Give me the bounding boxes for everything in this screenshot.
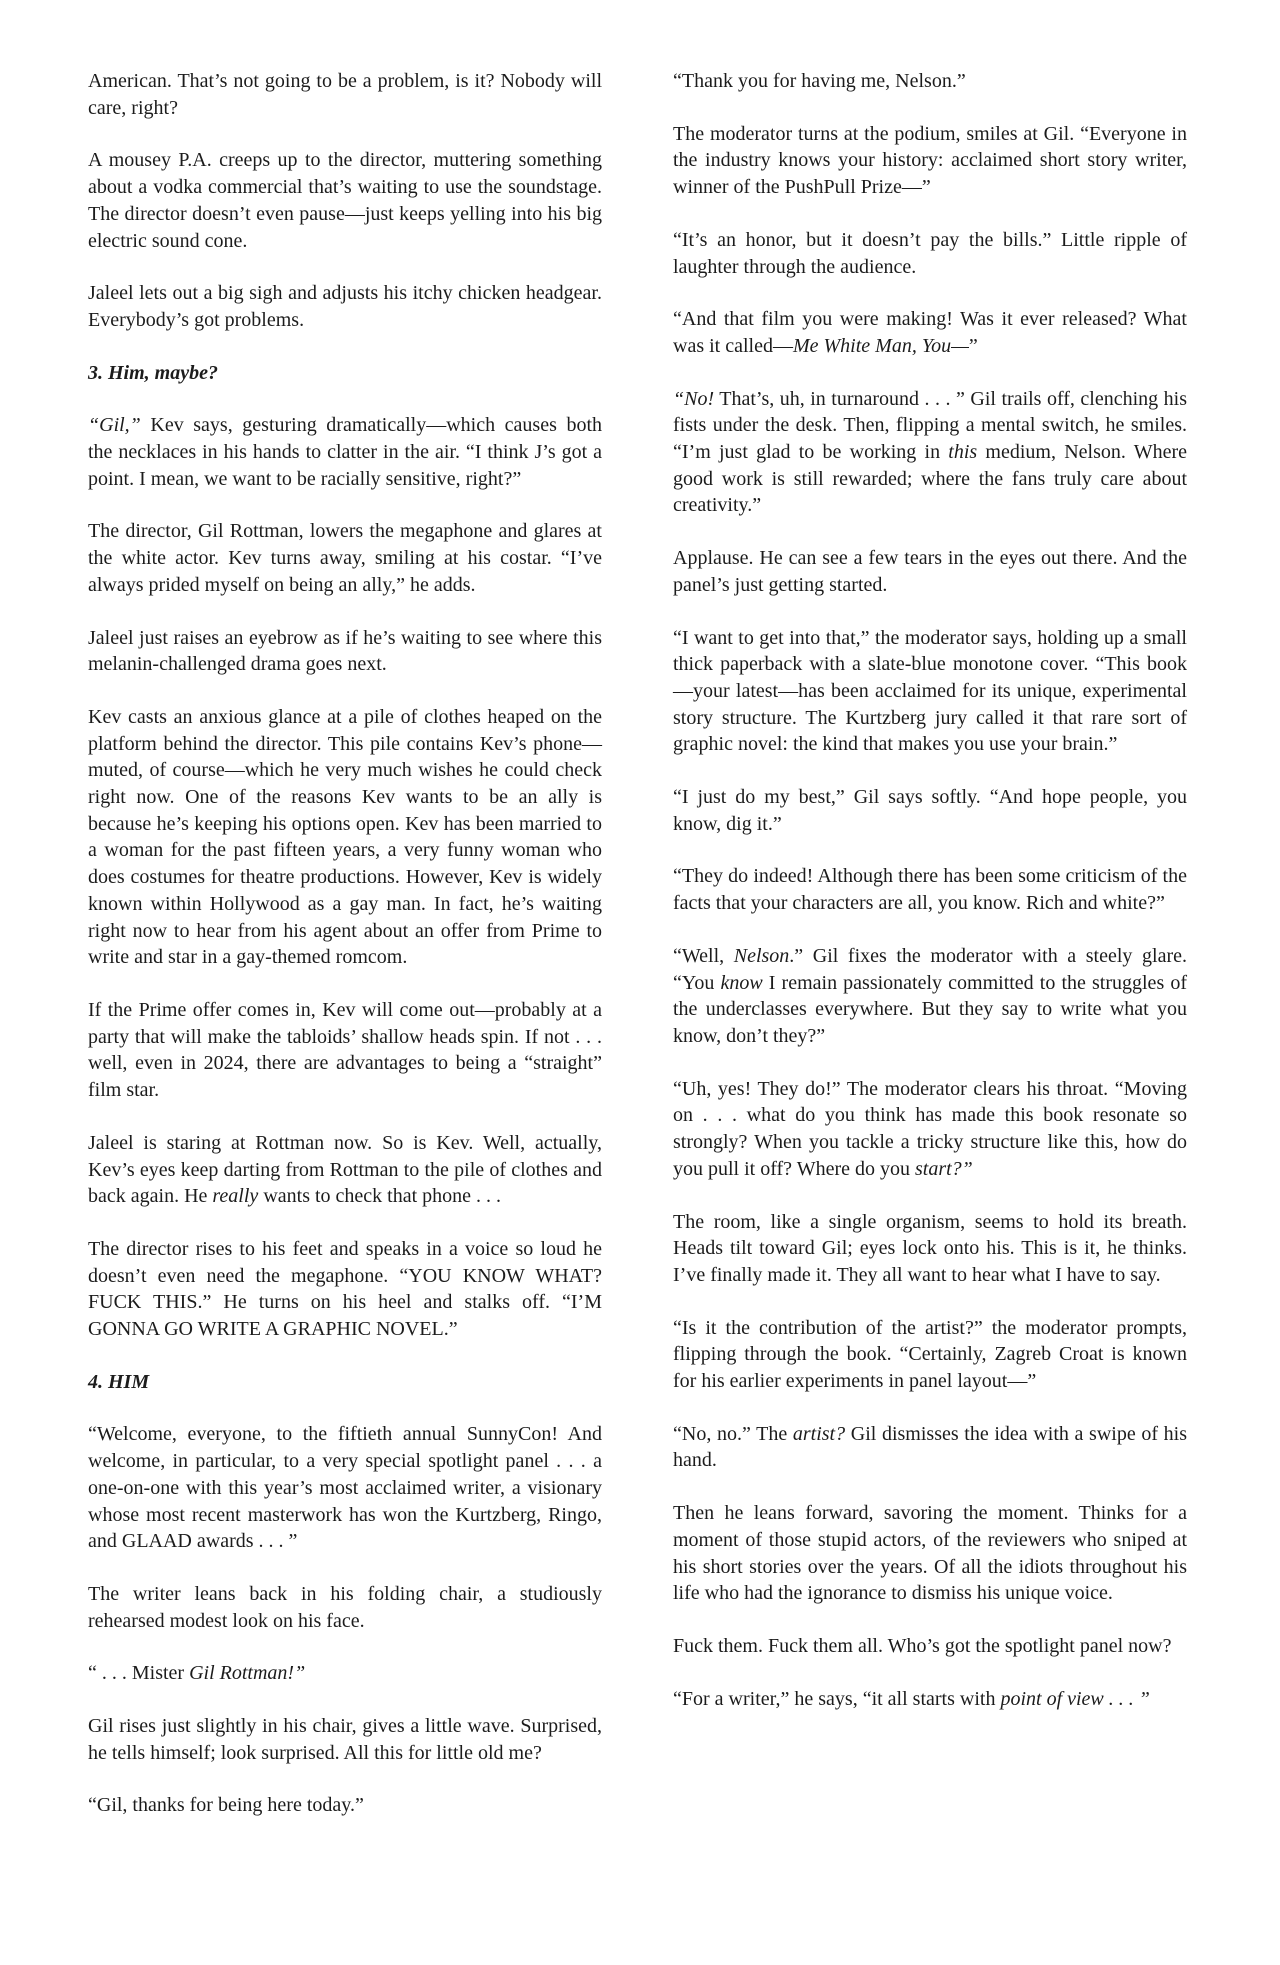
- paragraph: The writer leans back in his folding chair, a studiously rehearsed modest look on his face.: [88, 1582, 602, 1632]
- paragraph: “Welcome, everyone, to the fiftieth annual SunnyCon! And welcome, in particular, to a very special spotlight panel . . . a one-on-one with this year’s most acclaimed writer, a visionary whose most recent masterwork has won the Kurtzberg, Ringo, and GLAAD awards . . . ”: [88, 1423, 602, 1553]
- paragraph: “I just do my best,” Gil says softly. “And hope people, you know, dig it.”: [673, 786, 1187, 835]
- paragraph: “No, no.” The artist? Gil dismisses the idea with a swipe of his hand.: [673, 1422, 1187, 1472]
- paragraph: “Uh, yes! They do!” The moderator clears his throat. “Moving on . . . what do you think has made this book resonate so strongly? When you tackle a tricky structure like this, how do you pull it off? Where do you start?”: [673, 1077, 1187, 1180]
- paragraph: The moderator turns at the podium, smiles at Gil. “Everyone in the industry knows your history: acclaimed short story writer, winner of the PushPull Prize—”: [673, 122, 1187, 199]
- section-heading-3: 3. Him, maybe?: [88, 361, 218, 384]
- paragraph: If the Prime offer comes in, Kev will come out—probably at a party that will make the tabloids’ shallow heads spin. If not . . . well, even in 2024, there are advantages to being a “straight” film star.: [88, 998, 602, 1102]
- paragraph: The room, like a single organism, seems to hold its breath. Heads tilt toward Gil; eyes lock onto his. This is it, he thinks. I’ve finally made it. They all want to hear what I have to say.: [673, 1210, 1187, 1286]
- paragraph: “Thank you for having me, Nelson.”: [673, 70, 966, 92]
- paragraph: “It’s an honor, but it doesn’t pay the bills.” Little ripple of laughter through the audience.: [673, 228, 1187, 278]
- paragraph: The director rises to his feet and speaks in a voice so loud he doesn’t even need the megaphone. “YOU KNOW WHAT? FUCK THIS.” He turns on his heel and stalks off. “I’M GONNA GO WRITE A GRAPHIC NOVEL.”: [88, 1237, 602, 1341]
- paragraph: “They do indeed! Although there has been some criticism of the facts that your characters are all, you know. Rich and white?”: [673, 865, 1187, 915]
- right-column: [673, 68, 1187, 1738]
- paragraph: A mousey P.A. creeps up to the director, muttering something about a vodka commercial that’s waiting to use the soundstage. The director doesn’t even pause—just keeps yelling into his big electric sound cone.: [88, 149, 602, 252]
- paragraph: American. That’s not going to be a problem, is it? Nobody will care, right?: [88, 70, 602, 119]
- paragraph: “Gil, thanks for being here today.”: [88, 1794, 364, 1817]
- paragraph: Jaleel is staring at Rottman now. So is Kev. Well, actually, Kev’s eyes keep darting from Rottman to the pile of clothes and back again. He really wants to check that phone . . .: [88, 1131, 602, 1208]
- left-column: [88, 68, 602, 1845]
- paragraph: “For a writer,” he says, “it all starts with point of view . . . ”: [673, 1687, 1150, 1710]
- paragraph: Applause. He can see a few tears in the eyes out there. And the panel’s just getting started.: [673, 547, 1187, 596]
- paragraph: Jaleel just raises an eyebrow as if he’s waiting to see where this melanin-challenged drama goes next.: [88, 626, 602, 676]
- paragraph: Fuck them. Fuck them all. Who’s got the spotlight panel now?: [673, 1634, 1172, 1657]
- paragraph: “No! That’s, uh, in turnaround . . . ” Gil trails off, clenching his fists under the desk. Then, flipping a mental switch, he smiles. “I’m just glad to be working in this medium, Nelson. Where good work is still rewarded; where the fans truly care about creativity.”: [673, 387, 1188, 517]
- section-heading-4: 4. HIM: [88, 1370, 150, 1393]
- paragraph: “Well, Nelson.” Gil fixes the moderator with a steely glare. “You know I remain passionately committed to the struggles of the underclasses everywhere. But they say to write what you know, don’t they?”: [673, 944, 1187, 1047]
- paragraph: “Gil,” Kev says, gesturing dramatically—which causes both the necklaces in his hands to clatter in the air. “I think J’s got a point. I mean, we want to be racially sensitive, right?”: [88, 414, 602, 490]
- paragraph: Then he leans forward, savoring the moment. Thinks for a moment of those stupid actors, of the reviewers who sniped at his short stories over the years. Of all the idiots throughout his life who had the ignorance to dismiss his unique voice.: [673, 1502, 1187, 1605]
- paragraph: “I want to get into that,” the moderator says, holding up a small thick paperback with a slate-blue monotone cover. “This book—your latest—has been acclaimed for its unique, experimental story structure. The Kurtzberg jury called it that rare sort of graphic novel: the kind that makes you use your brain.”: [673, 626, 1187, 756]
- paragraph: The director, Gil Rottman, lowers the megaphone and glares at the white actor. Kev turns away, smiling at his costar. “I’ve always prided myself on being an ally,” he adds.: [88, 520, 602, 596]
- paragraph: Jaleel lets out a big sigh and adjusts his itchy chicken headgear. Everybody’s got problems.: [88, 282, 602, 331]
- paragraph: “ . . . Mister Gil Rottman!”: [88, 1662, 306, 1685]
- paragraph: Kev casts an anxious glance at a pile of clothes heaped on the platform behind the director. This pile contains Kev’s phone—muted, of course—which he very much wishes he could check right now. One of the reasons Kev wants to be an ally is because he’s keeping his options open. Kev has been married to a woman for the past fifteen years, a very funny woman who does costumes for theatre productions. However, Kev is widely known within Hollywood as a gay man. In fact, he’s waiting right now to hear from his agent about an offer from Prime to write and star in a gay-themed romcom.: [88, 705, 602, 969]
- paragraph: Gil rises just slightly in his chair, gives a little wave. Surprised, he tells himself; look surprised. All this for little old me?: [88, 1715, 602, 1764]
- paragraph: “Is it the contribution of the artist?” the moderator prompts, flipping through the book. “Certainly, Zagreb Croat is known for his earlier experiments in panel layout—”: [673, 1316, 1187, 1393]
- paragraph: “And that film you were making! Was it ever released? What was it called—Me White Man, You—”: [673, 308, 1187, 357]
